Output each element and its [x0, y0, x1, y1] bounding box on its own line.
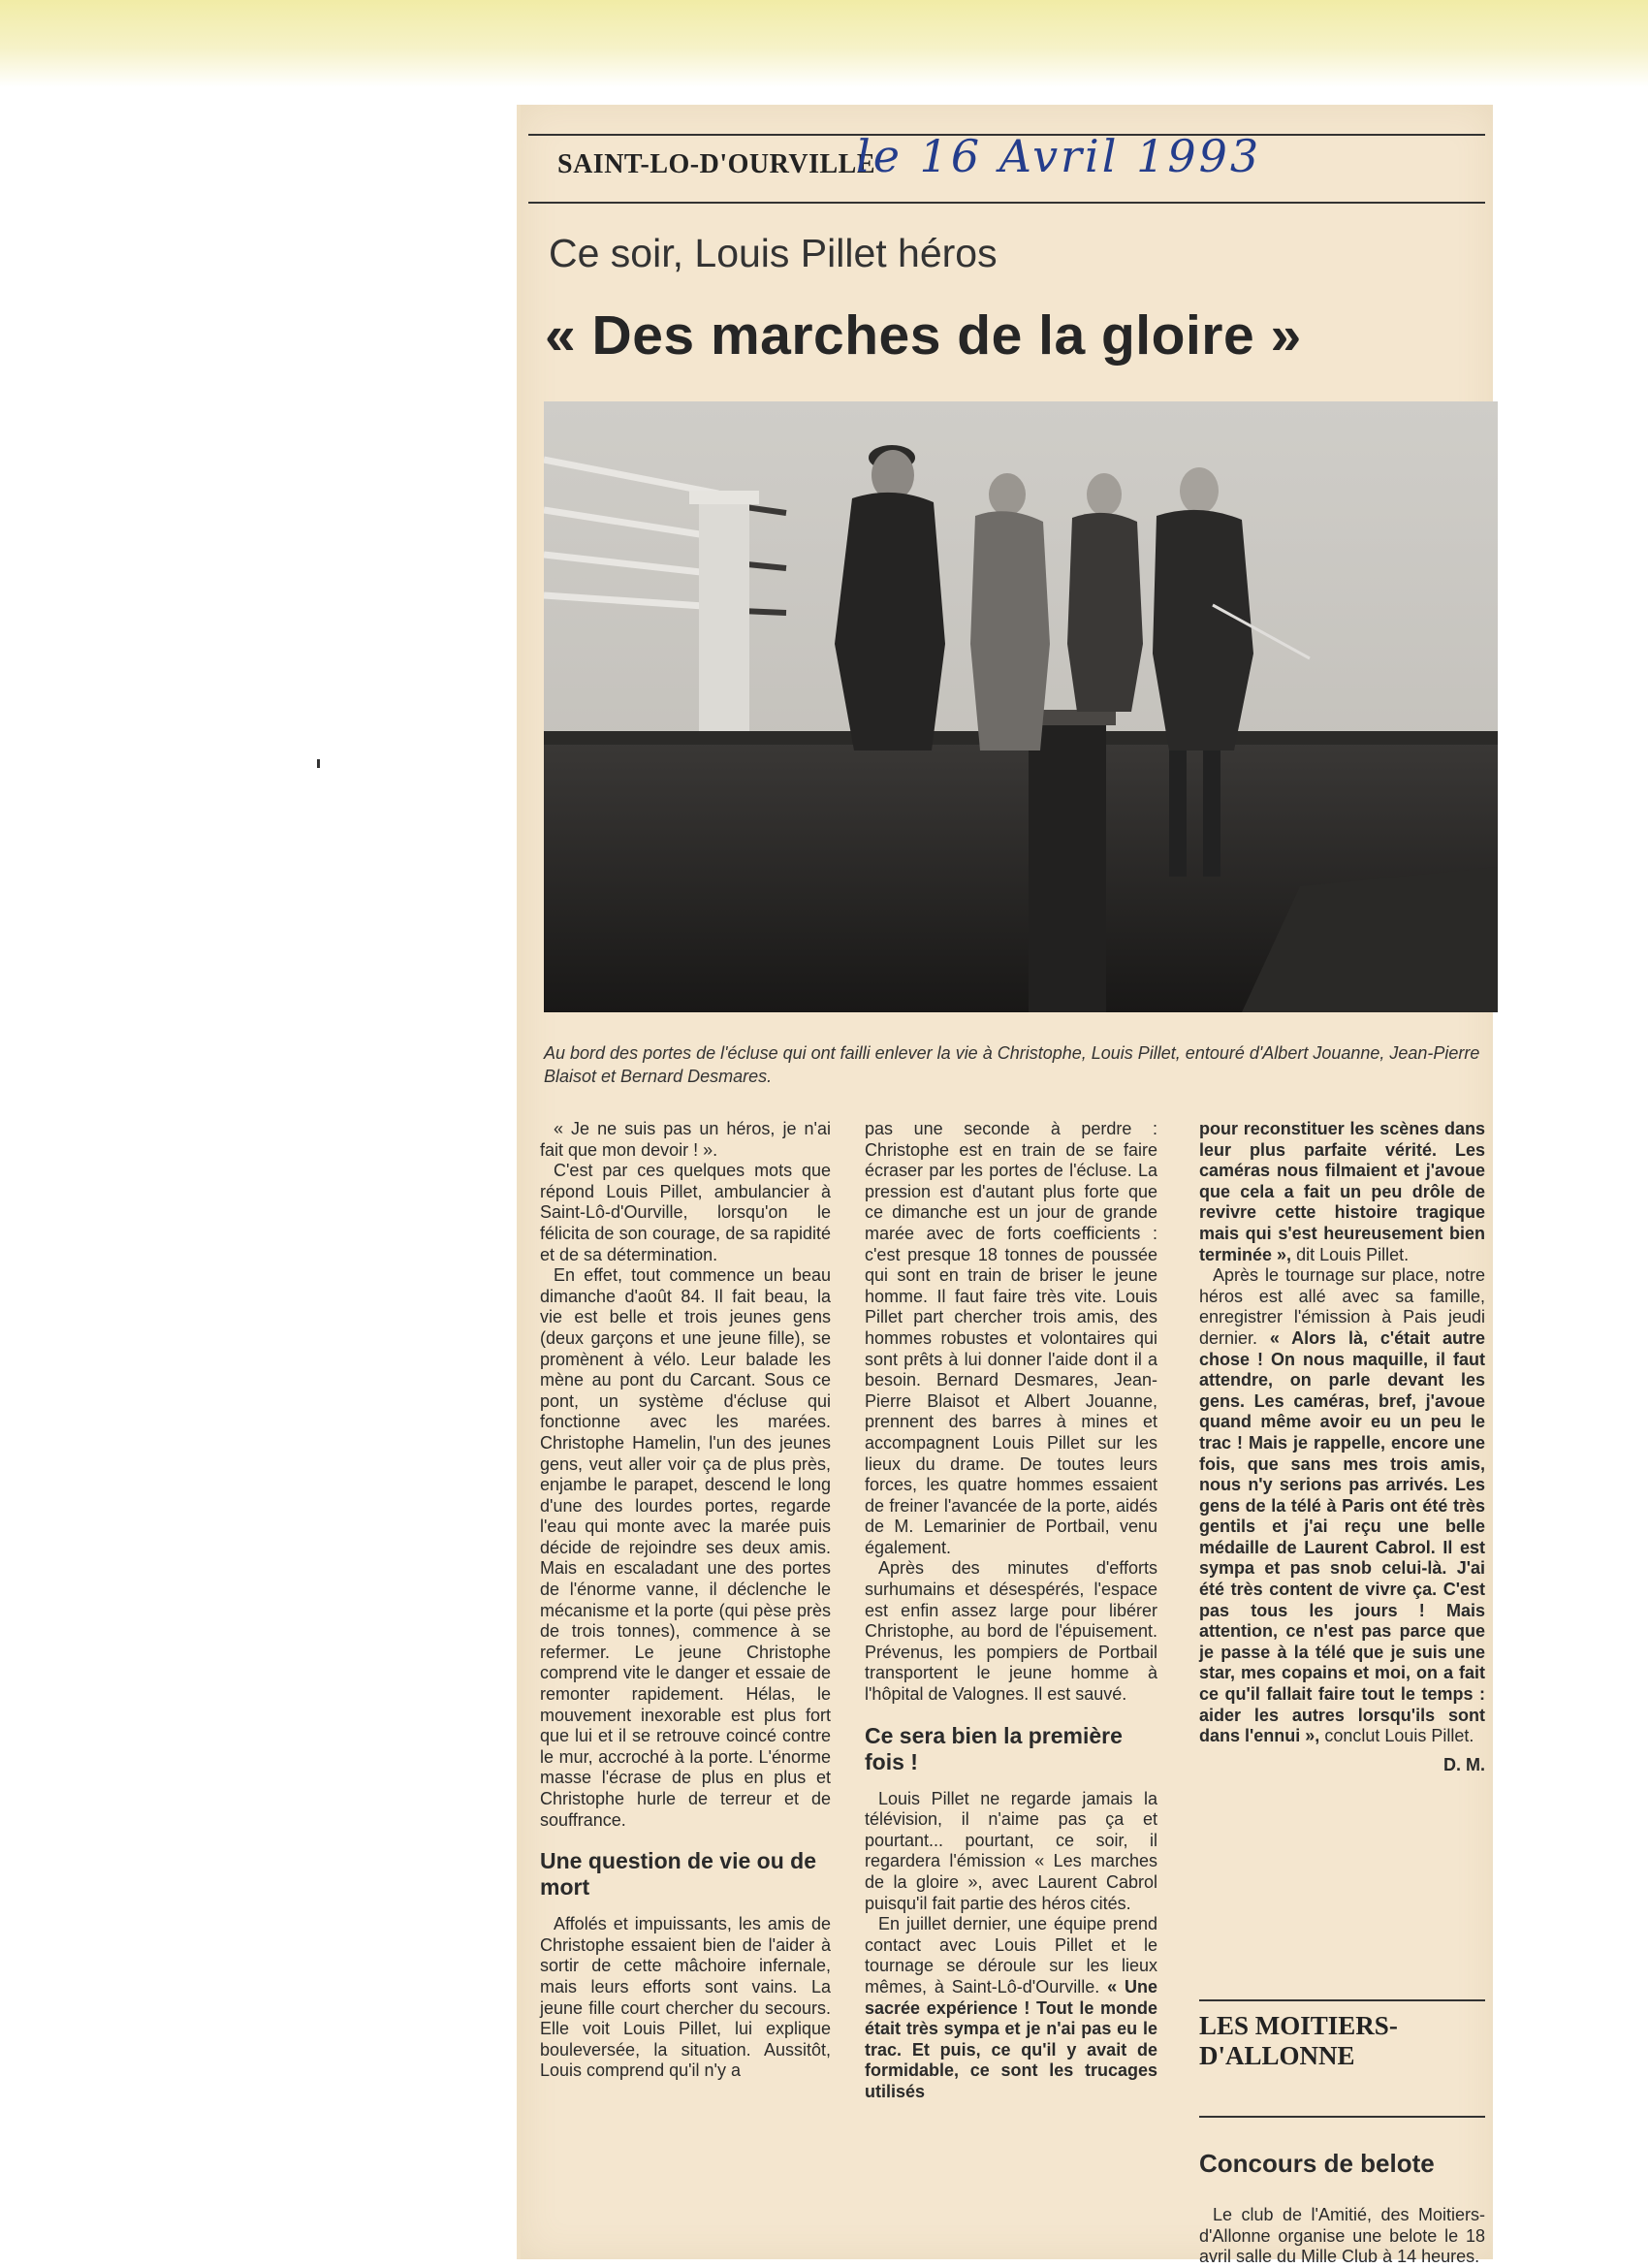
paragraph: Le club de l'Amitié, des Moitiers-d'Allonne organise une belote le 18 avril salle du Mille Club à 14 heures. — [1199, 2205, 1485, 2267]
paragraph-text: dit Louis Pillet. — [1296, 1244, 1410, 1264]
subheading: Ce sera bien la première fois ! — [865, 1722, 1123, 1774]
quote-text: pour reconstituer les scènes dans leur plus parfaite vérité. Les caméras nous filmaient et j'avoue que cela a fait un peu drôle de revivre cette histoire tragique mais qui s'est heureusement bien terminée », — [1199, 1119, 1485, 1264]
second-article-header — [1199, 1999, 1485, 2127]
handwritten-date: le 16 Avril 1993 — [856, 130, 1262, 182]
article-headline: « Des marches de la gloire » — [545, 304, 1302, 367]
paragraph: « Je ne suis pas un héros, je n'ai fait que mon devoir ! ». — [540, 1119, 831, 1160]
paragraph: Louis Pillet ne regarde jamais la télévision, il n'aime pas ça et pourtant... pourtant, ce soir, il regardera l'émission « Les marches de la gloire », avec Laurent Cabrol puisqu'il fait partie des héros cités. — [865, 1788, 1157, 1913]
article-column-1 — [540, 1119, 831, 2082]
paragraph: Affolés et impuissants, les amis de Christophe essaient bien de l'aider à sortir de cette mâchoire infernale, mais leurs efforts sont vains. La jeune fille court chercher du secours. Elle voit Louis Pillet, lui explique bouleversée, la situation. Aussitôt, Louis comprend qu'il n'y a — [540, 1914, 831, 2081]
paragraph: C'est par ces quelques mots que répond Louis Pillet, ambulancier à Saint-Lô-d'Ourville, lorsqu'on le félicita de son courage, de sa rapidité et de sa détermination. — [540, 1161, 831, 1264]
paragraph — [1199, 1265, 1485, 1747]
paragraph: En effet, tout commence un beau dimanche d'août 84. Il fait beau, la vie est belle et trois jeunes gens (deux garçons et une jeune fille), se promènent à vélo. Leur balade les mène au pont du Carcant. Sous ce pont, un système d'écluse qui fonctionne avec les marées. Christophe Hamelin, l'un des jeunes gens, veut aller voir ça de plus près, enjambe le parapet, descend le long d'une des lourdes portes, regarde l'eau qui monte avec la marée puis décide de rejoindre ses deux amis. Mais en escaladant une des portes de l'énorme vanne, il déclenche le mécanisme et la porte (qui pèse près de trois tonnes), commence à se refermer. Le jeune Christophe comprend vite le danger et essaie de remonter rapidement. Hélas, le mouvement inexorable est plus fort que lui et il se retrouve coincé contre le mur, accroché à la porte. L'énorme masse l'écrase de plus en plus et Christophe hurle de terreur et de souffrance. — [540, 1265, 831, 1830]
quote-text: « Alors là, c'était autre chose ! On nous maquille, il faut attendre, on parle devant les gens. Les caméras, bref, j'avoue quand même avoir eu un peu le trac ! Mais je rappelle, encore une fois, que sans mes trois amis, nous n'y serions pas arrivés. Les gens de la télé à Paris ont été très gentils et j'ai reçu une belle médaille de Laurent Cabrol. Il est sympa et pas snob celui-là. J'ai été très content de vivre ça. C'est pas tous les jours ! Mais attention, ce n'est pas parce que je passe à la télé que je suis une star, mes copains et moi, on a fait ce qu'il fallait faire tout le temps : aider les autres lorsqu'ils sont dans l'ennui », — [1199, 1327, 1485, 1746]
author-signature: D. M. — [1443, 1754, 1485, 1774]
newspaper-clipping — [517, 105, 1493, 2267]
article-photo — [544, 401, 1498, 1012]
second-article-headline: Concours de belote — [1199, 2149, 1435, 2178]
place-name: SAINT-LO-D'OURVILLE — [557, 149, 875, 179]
paragraph-text: conclut Louis Pillet. — [1324, 1726, 1474, 1746]
article-header — [528, 130, 1485, 204]
subheading: Une question de vie ou de mort — [540, 1848, 816, 1901]
second-article-body — [1199, 2205, 1485, 2268]
paragraph — [865, 1914, 1157, 2102]
article-subtitle: Ce soir, Louis Pillet héros — [549, 231, 998, 275]
quote-text: « Une sacrée expérience ! Tout le monde était très sympa et je n'ai pas eu le trac. Et puis, ce qu'il y avait de formidable, ce sont les trucages utilisés — [865, 1976, 1157, 2101]
paragraph-text: Après le tournage sur place, notre héros est allé avec sa famille, enregistrer l'émission à Pais jeudi dernier. — [1199, 1265, 1485, 1348]
section-place-name: LES MOITIERS-D'ALLONNE — [1199, 2011, 1398, 2070]
paragraph: pas une seconde à perdre : Christophe est en train de se faire écraser par les portes de l'écluse. La pression est d'autant plus forte que ce dimanche est un jour de grande marée avec de forts coefficients : c'est presque 18 tonnes de poussée qui sont en train de briser le jeune homme. Il faut faire très vite. Louis Pillet part chercher trois amis, des hommes robustes et volontaires qui sont prêts à lui donner l'aide dont il a besoin. Bernard Desmares, Jean-Pierre Blaisot et Albert Jouanne, prennent des barres à mines et accompagnent Louis Pillet sur les lieux du drame. De toutes leurs forces, les quatre hommes essaient de freiner l'avancée de la porte, aidés de M. Lemarinier de Portbail, venu également. — [865, 1119, 1157, 1557]
scanner-edge-band — [0, 0, 1648, 87]
paragraph: Après des minutes d'efforts surhumains et désespérés, l'espace est enfin assez large pour libérer Christophe, au bord de l'épuisement. Prévenus, les pompiers de Portbail transportent le jeune homme à l'hôpital de Valognes. Il est sauvé. — [865, 1558, 1157, 1705]
article-column-3 — [1199, 1119, 1485, 1775]
paragraph-text: En juillet dernier, une équipe prend contact avec Louis Pillet et le tournage se déroule sur les lieux mêmes, à Saint-Lô-d'Ourville. — [865, 1914, 1157, 1996]
photo-caption: Au bord des portes de l'écluse qui ont failli enlever la vie à Christophe, Louis Pillet, entouré d'Albert Jouanne, Jean-Pierre Blaisot et Bernard Desmares. — [544, 1043, 1480, 1086]
paragraph — [1199, 1119, 1485, 1265]
section-rule — [1199, 2116, 1485, 2118]
article-column-2 — [865, 1119, 1157, 2103]
stray-mark — [317, 759, 320, 768]
